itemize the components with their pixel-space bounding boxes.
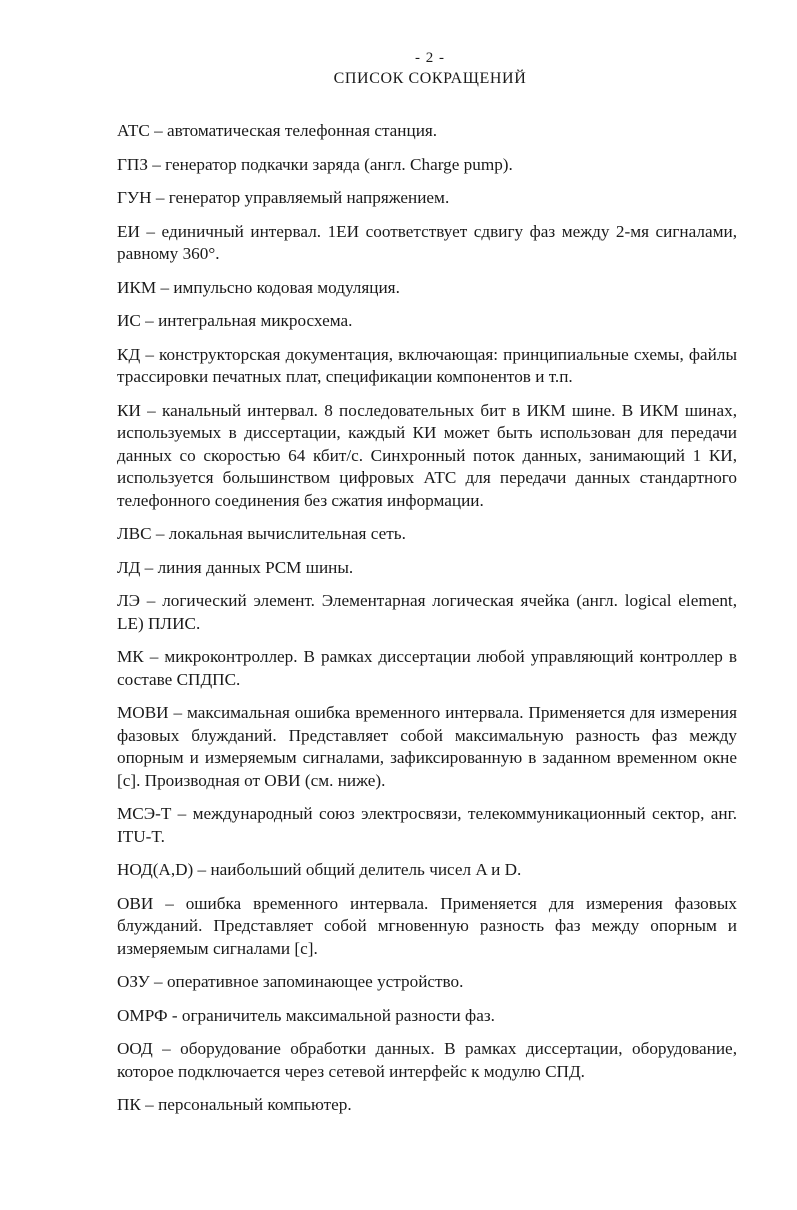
page-number: - 2 - [415,50,445,66]
abbreviation-entry: ОМРФ - ограничитель максимальной разности фаз. [117,1005,495,1025]
page-title: СПИСОК СОКРАЩЕНИЙ [333,70,527,87]
abbreviation-entry: ЛЭ – логический элемент. Элементарная логическая ячейка (англ. logical element, LE) ПЛИС. [117,591,737,633]
abbreviation-list [117,120,737,1128]
abbreviation-entry: ИКМ – импульсно кодовая модуляция. [117,277,400,297]
abbreviation-entry: МСЭ-Т – международный союз электросвязи, телекоммуникационный сектор, анг. ITU-T. [117,804,737,846]
abbreviation-entry: АТС – автоматическая телефонная станция. [117,121,438,140]
abbreviation-entry: ОВИ – ошибка временного интервала. Применяется для измерения фазовых блужданий. Представляет собой мгновенную разность фаз между опорным и измеряемым сигналами [c]. [117,893,737,958]
abbreviation-entry: ЛД – линия данных PCM шины. [117,557,354,577]
abbreviation-entry: МОВИ – максимальная ошибка временного интервала. Применяется для измерения фазовых блужданий. Представляет собой максимальную разность фаз между опорным и измеряемым сигналами, зафиксированную в заданном временном окне [c]. Производная от ОВИ (см. ниже). [117,703,737,790]
abbreviation-entry: НОД(A,D) – наибольший общий делитель чисел A и D. [117,860,522,879]
abbreviation-entry: ОЗУ – оперативное запоминающее устройство. [117,972,464,991]
abbreviation-entry: ПК – персональный компьютер. [117,1095,352,1114]
abbreviation-entry: ГУН – генератор управляемый напряжением. [117,188,450,207]
abbreviation-entry: ЛВС – локальная вычислительная сеть. [117,524,406,543]
abbreviation-entry: ИС – интегральная микросхема. [117,311,353,330]
abbreviation-entry: ГПЗ – генератор подкачки заряда (англ. Charge pump). [117,154,513,174]
abbreviation-entry: ЕИ – единичный интервал. 1ЕИ соответствует сдвигу фаз между 2-мя сигналами, равному 360°. [117,221,737,263]
abbreviation-entry: КД – конструкторская документация, включающая: принципиальные схемы, файлы трассировки печатных плат, спецификации компонентов и т.п. [117,344,737,386]
abbreviation-entry: КИ – канальный интервал. 8 последовательных бит в ИКМ шине. В ИКМ шинах, используемых в диссертации, каждый КИ может быть использован для передачи данных со скоростью 64 кбит/с. Синхронный поток данных, занимающий 1 КИ, используется большинством цифровых АТС для передачи данных стандартного телефонного соединения без сжатия информации. [117,400,737,510]
abbreviation-entry: МК – микроконтроллер. В рамках диссертации любой управляющий контроллер в составе СПДПС. [117,647,737,689]
abbreviation-entry: ООД – оборудование обработки данных. В рамках диссертации, оборудование, которое подключается через сетевой интерфейс к модулю СПД. [117,1039,737,1081]
